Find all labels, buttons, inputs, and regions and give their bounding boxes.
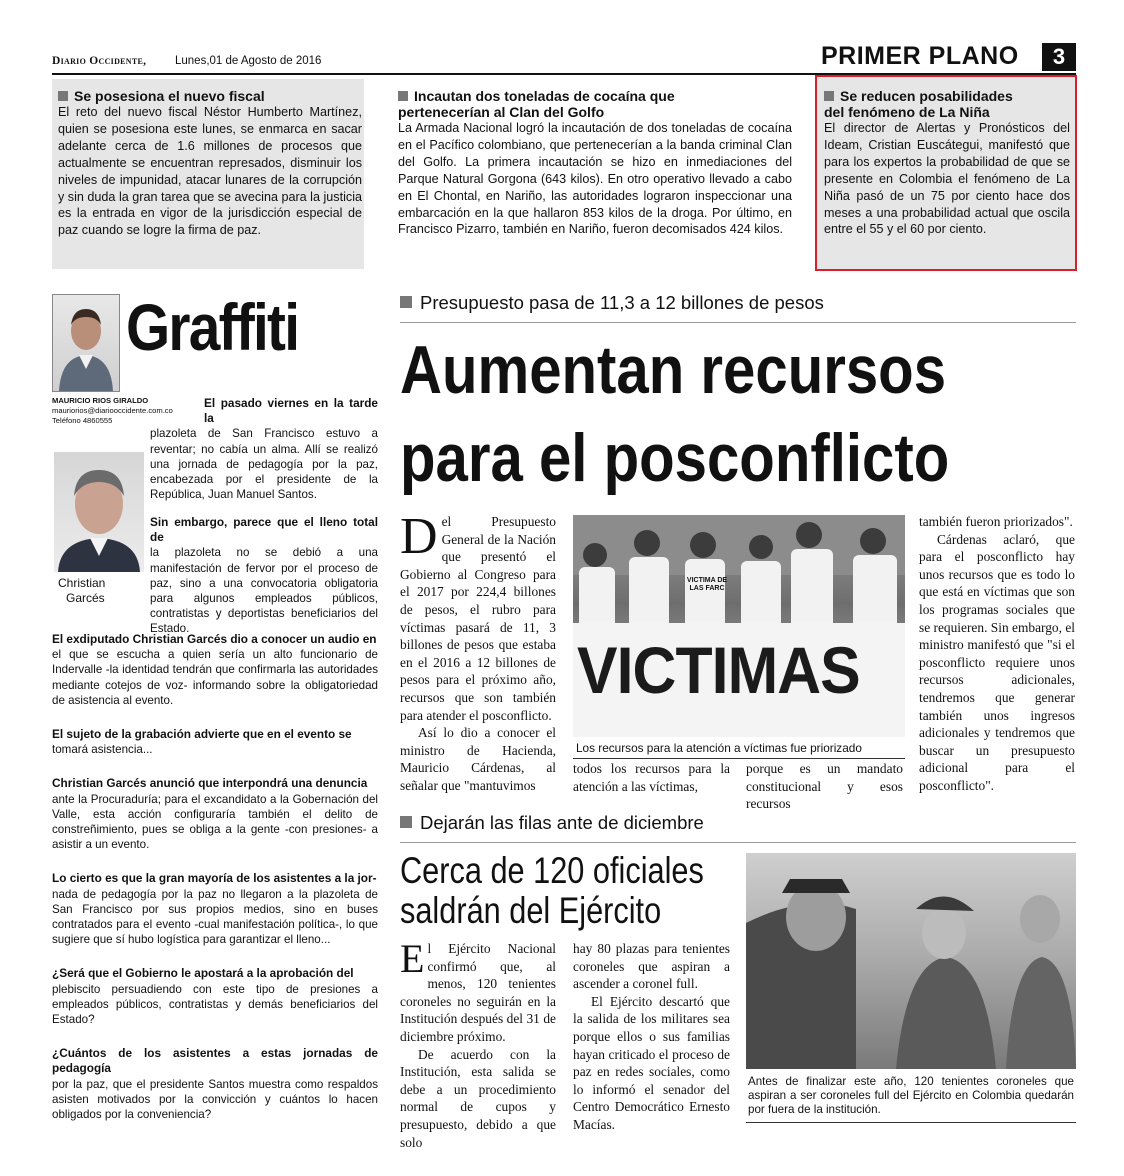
graffiti-p6: [52, 871, 378, 947]
section-title: PRIMER PLANO: [821, 42, 1019, 70]
main-col-4: [919, 513, 1075, 795]
victims-banner-text: VICTIMAS: [577, 633, 860, 707]
graffiti-p6-body: nada de pedagogía por la paz no llegaron a la plazoleta de San Francisco por sus propios medios, sino en buses contratados para el evento -cual manifestación política-, lo que sugiere que sí hubo logística para garantizar el lleno...: [52, 887, 378, 947]
second-dropcap: E: [400, 936, 425, 981]
main-col-2: [573, 760, 730, 795]
main-headline-line-1: Aumentan recursos: [400, 332, 947, 408]
main-col-2-body: todos los recursos para la atención a las víctimas,: [573, 761, 730, 794]
officers-caption-lead: Antes de finalizar: [748, 1075, 847, 1088]
main-kicker-rule: [400, 322, 1076, 323]
brief-2-body: La Armada Nacional logró la incautación de dos toneladas de cocaína en el Pacífico colombiano, que pertenecerían a la banda criminal Clan del Golfo. La primera incautación se hizo en inmediaciones del Parque Natural Gorgona (643 kilos). En otro operativo llevado a cabo en El Chontal, en Nariño, las autoridades lograron inspeccionar una embarcación en la que hallaron 853 kilos de la droga. Por último, en Francisco Pizarro, también en Nariño, fueron decomisados 424 kilos.: [398, 121, 792, 237]
second-col-1-body-2: De acuerdo con la Institución, esta salida se debe a un procedimiento normal de cupos y presupuesto, debido a que solo: [400, 1046, 556, 1150]
page-number: 3: [1042, 43, 1076, 71]
victims-caption-rule: [573, 758, 905, 759]
graffiti-p5: [52, 776, 378, 852]
graffiti-p3: [52, 632, 378, 708]
columnist-phone: Teléfono 4860555: [52, 416, 113, 425]
graffiti-p3-lead: El exdiputado Christian Garcés dio a conocer un audio en: [52, 632, 377, 646]
victims-photo-caption: Los recursos para la atención a víctimas fue priorizado: [576, 741, 862, 755]
graffiti-p1-lead: El pasado viernes en la tarde la: [204, 396, 378, 426]
second-headline-line-2: saldrán del Ejército: [400, 890, 662, 931]
graffiti-p4: [52, 727, 378, 757]
graffiti-p4-body: tomará asistencia...: [52, 743, 153, 757]
square-bullet-icon: [400, 816, 412, 828]
main-col-4-body-2: Cárdenas aclaró, que para el posconflicto hay unos recursos que es todo lo que está en víctimas que son los programas sociales que se requieren. Sin embargo, el ministro manifestó que "si el posconflicto requiere unos recursos adicionales, tendremos que generar también unos ingresos adicionales y tendremos que buscar un presupuesto adicional para el posconflicto".: [919, 531, 1075, 793]
garces-caption-first: Christian: [58, 576, 106, 590]
masthead: [52, 42, 1076, 72]
columnist-name: MAURICIO RIOS GIRALDO: [52, 396, 149, 405]
graffiti-p7-body: plebiscito persuadiendo con este tipo de presiones a empleados públicos, contratistas y demás beneficiarios del Estado?: [52, 982, 378, 1027]
graffiti-title: Graffiti: [126, 290, 299, 364]
brief-1-body: El reto del nuevo fiscal Néstor Humberto Martínez, quien se posesiona este lunes, se enmarca en sacar adelante cerca de 1.6 millones de procesos que actualmente se encuentran represados, disminuir los niveles de impunidad, atacar lunares de la corrupción y sin duda la gran tarea que se avecina para la justicia es la entrada en vigor de la jurisdicción especial de paz cuando se logre la firma de paz.: [58, 105, 362, 238]
brief-3-title: Se reducen posabilidades del fenómeno de La Niña: [824, 88, 1013, 120]
brief-2-title: Incautan dos toneladas de cocaína que pertenecerían al Clan del Golfo: [398, 88, 675, 120]
main-col-3: [746, 760, 903, 813]
graffiti-p4-lead: El sujeto de la grabación advierte que en el evento se: [52, 727, 352, 742]
officers-caption-rule: [746, 1122, 1076, 1123]
graffiti-p7-lead: ¿Será que el Gobierno le apostará a la aprobación del: [52, 966, 354, 981]
graffiti-p8-body: por la paz, que el presidente Santos muestra como respaldos asisten motivados por la convicción y cuántos lo hacen obligados por la conveniencia?: [52, 1077, 378, 1122]
columnist-portrait-icon: [53, 295, 119, 391]
victims-photo: [573, 515, 905, 737]
main-col-1-body: el Presupuesto General de la Nación que presentó el Gobierno al Congreso para el 2017 por 224,4 billones de pesos, el rubro para víctimas pasará de 11, 3 billones de pesos que estaba en el 2016 a 12 billones de pesos para el próximo año, recursos que son también para atender el posconflicto.: [400, 514, 556, 723]
graffiti-p2-lead: Sin embargo, parece que el lleno total de: [150, 515, 378, 545]
second-col-1-body: l Ejército Nacional confirmó que, al menos, 120 tenientes coroneles no seguirán en la Institución después del 31 de diciembre próximo.: [400, 941, 556, 1044]
second-col-1: [400, 936, 556, 1151]
main-kicker-text: Presupuesto pasa de 11,3 a 12 billones de pesos: [420, 292, 824, 313]
main-kicker: [400, 292, 824, 314]
square-bullet-icon: [58, 91, 68, 101]
graffiti-p1: [150, 396, 378, 502]
paper-name: Diario Occidente,: [52, 55, 147, 67]
victims-shirt-text: VICTIMA DE LAS FARC: [686, 577, 728, 592]
graffiti-p7: [52, 966, 378, 1027]
officers-photo: [746, 853, 1076, 1069]
square-bullet-icon: [400, 296, 412, 308]
main-headline-line-2: para el posconflicto: [400, 420, 950, 496]
brief-3-body: El director de Alertas y Pronósticos del Ideam, Cristian Euscátegui, manifestó que para los expertos la probabilidad de que se presente en Colombia el fenómeno de La Niña pasó de un 75 por ciento hace dos meses a una probabilidad actual que oscila entre el 55 y el 60 por ciento.: [824, 121, 1070, 237]
second-kicker: [400, 812, 704, 834]
officers-photo-caption: [748, 1075, 1074, 1116]
second-kicker-rule: [400, 842, 1076, 843]
main-col-1: [400, 508, 556, 795]
garces-caption-last: Garcés: [66, 591, 105, 605]
graffiti-lower: [52, 632, 378, 1122]
columnist-email: mauriorios@diariooccidente.com.co: [52, 406, 173, 415]
garces-portrait-icon: [54, 452, 144, 572]
main-col-1-body-2: Así lo dio a conocer el ministro de Hacienda, Mauricio Cárdenas, al señalar que "mantuvimos: [400, 725, 556, 793]
brief-2: [398, 88, 792, 238]
officers-caption-body: este año, 120 tenientes coroneles que aspiran a ser coroneles full del Ejército en Colombia quedarán por fuera de la institución.: [748, 1075, 1074, 1116]
graffiti-p8: [52, 1046, 378, 1122]
main-col-4-body: también fueron priorizados".: [919, 514, 1073, 529]
second-col-2-body: hay 80 plazas para tenientes coroneles que aspiran a ascender a coronel full.: [573, 941, 730, 992]
square-bullet-icon: [398, 91, 408, 101]
graffiti-p5-body: ante la Procuraduría; para el excandidato a la Gobernación del Valle, esta acción configuraría también el delito de constreñimiento, pues se obliga a la gente -con presiones- a asistir a un evento.: [52, 792, 378, 852]
graffiti-p8-lead: ¿Cuántos de los asistentes a estas jornadas de pedagogía: [52, 1046, 378, 1076]
square-bullet-icon: [824, 91, 834, 101]
officers-ceremony-illustration: [746, 853, 1076, 1069]
graffiti-p2-body: la plazoleta no se debió a una manifestación de fervor por el proceso de paz, sino a una convocatoria obligatoria para algunos empleados públicos, contratistas y deportistas beneficiarios del Estado.: [150, 546, 378, 636]
main-dropcap: D: [400, 508, 438, 565]
issue-date: Lunes,01 de Agosto de 2016: [175, 55, 322, 67]
graffiti-p2: [150, 515, 378, 637]
graffiti-p3-body: el que se escucha a quien sería un alto funcionario de Indervalle -la identidad tendrán que confirmarla las autoridades mediante cotejos de voz- informando sobre la obligatoriedad de asistencia al evento.: [52, 648, 378, 707]
garces-photo: [54, 452, 144, 572]
brief-1: [58, 88, 362, 239]
second-col-2: [573, 940, 730, 1134]
brief-1-title: Se posesiona el nuevo fiscal: [74, 88, 265, 104]
second-col-2-body-2: El Ejército descartó que la salida de los militares sea porque ellos o sus familias hayan criticado el proceso de paz en redes sociales, como lo informó el senador del Centro Democrático Ernesto Macías.: [573, 993, 730, 1132]
graffiti-p1-body: plazoleta de San Francisco estuvo a reventar; no cabía un alma. Allí se realizó una jornada de pedagogía por la paz, encabezada por el presidente de la República, Juan Manuel Santos.: [150, 427, 378, 502]
second-kicker-text: Dejarán las filas ante de diciembre: [420, 812, 704, 833]
graffiti-p5-lead: Christian Garcés anunció que interpondrá una denuncia: [52, 776, 368, 791]
main-col-3-body: porque es un mandato constitucional y esos recursos: [746, 761, 903, 812]
graffiti-p6-lead: Lo cierto es que la gran mayoría de los asistentes a la jor-: [52, 871, 377, 886]
brief-3: [824, 88, 1070, 238]
columnist-photo: [52, 294, 120, 392]
second-headline-line-1: Cerca de 120 oficiales: [400, 850, 704, 891]
